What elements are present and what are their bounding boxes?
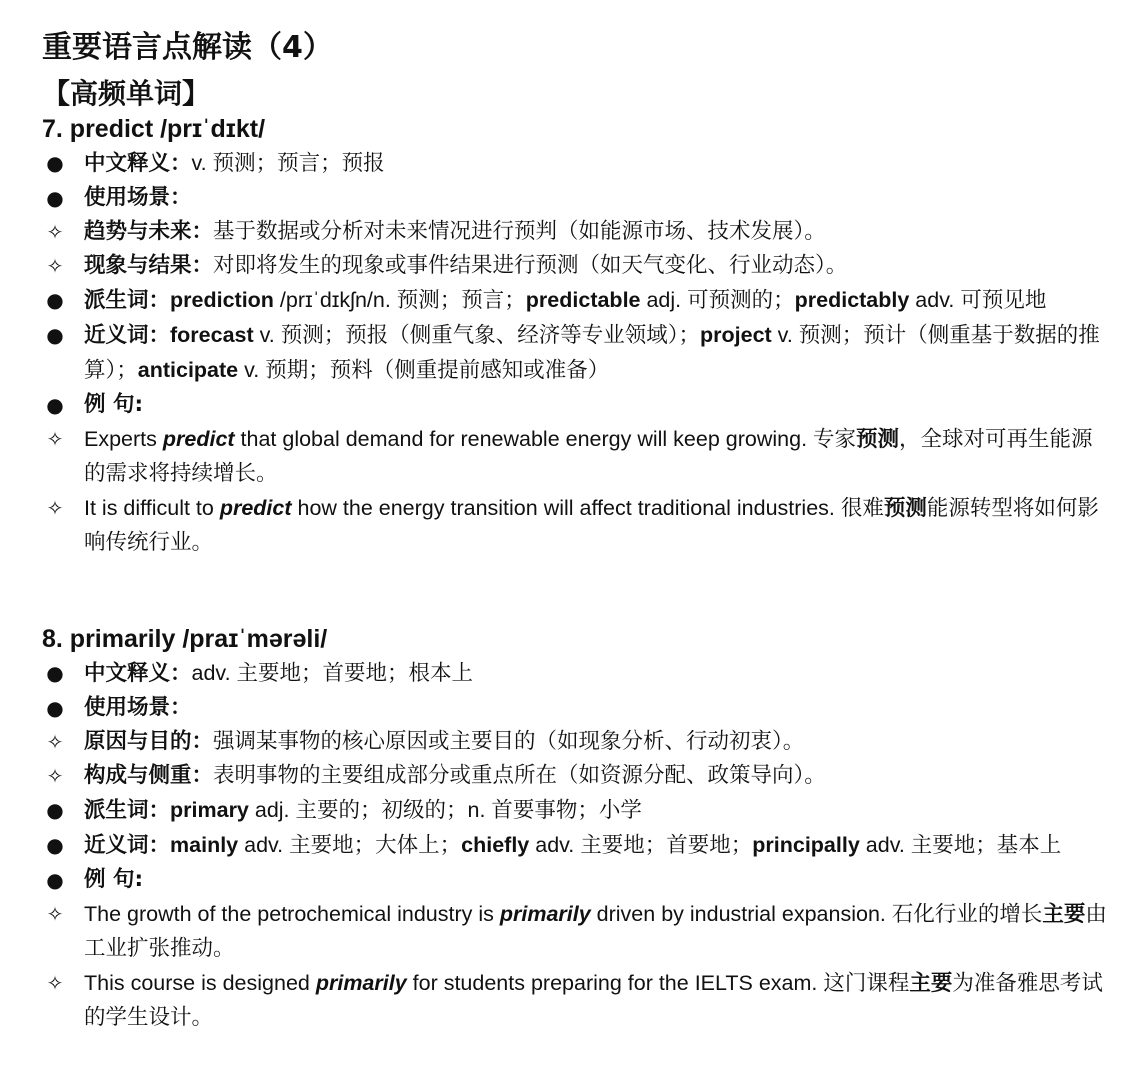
synonym-word: principally <box>752 833 860 857</box>
translation-keyword: 预测 <box>883 496 927 521</box>
example-text: driven by industrial expansion. <box>590 902 892 926</box>
scenes-heading-row <box>42 181 1112 215</box>
scene-label: 趋势与未来： <box>84 219 214 244</box>
derivatives-row <box>42 793 1112 828</box>
sparkle-icon: ✧ <box>46 730 64 754</box>
example-translation: 专家 <box>813 427 857 452</box>
example-sentence <box>42 897 1112 966</box>
examples-heading-row <box>42 388 1112 422</box>
example-text: Experts <box>84 427 163 451</box>
derivative-word: primary <box>170 798 249 822</box>
synonym-word: anticipate <box>137 358 239 382</box>
synonym-text: adv. 主要地；大体上； <box>238 833 462 857</box>
derivative-text: /prɪˈdɪkʃn/n. 预测；预言； <box>273 288 526 312</box>
example-sentence <box>42 491 1112 560</box>
example-text: It is difficult to <box>84 496 220 520</box>
scene-label: 原因与目的： <box>84 729 214 754</box>
example-translation: 由工业扩张推动。 <box>84 902 1107 961</box>
scene-item <box>42 215 1112 249</box>
scene-text: 强调某事物的核心原因或主要目的（如现象分析、行动初衷）。 <box>213 729 805 754</box>
sparkle-icon: ✧ <box>46 427 64 451</box>
scene-item <box>42 725 1112 759</box>
derivative-word: predictably <box>794 288 910 312</box>
synonym-word: mainly <box>170 833 239 857</box>
example-translation: 这门课程 <box>823 971 910 996</box>
synonym-text: adv. 主要地；首要地； <box>529 833 753 857</box>
synonym-text: v. 预测；预报（侧重气象、经济等专业领域）； <box>253 323 700 347</box>
translation-keyword: 预测 <box>856 427 900 452</box>
example-keyword: predict <box>219 496 292 520</box>
example-translation: ，全球对可再生能源的需求将持续增长。 <box>84 427 1093 486</box>
synonym-text: v. 预测；预计（侧重基于数据的推算）； <box>84 323 1100 382</box>
derivative-text: adv. 可预见地 <box>909 288 1047 312</box>
example-translation: 很难 <box>840 496 884 521</box>
sparkle-icon: ✧ <box>46 902 64 926</box>
meaning-text: adv. 主要地；首要地；根本上 <box>191 661 474 685</box>
scenes-label: 使用场景： <box>84 695 192 720</box>
example-translation: 石化行业的增长 <box>891 902 1043 927</box>
bullet-icon: ● <box>46 151 64 175</box>
scene-label: 现象与结果： <box>84 253 214 278</box>
example-text: for students preparing for the IELTS exam. <box>406 971 824 995</box>
synonym-word: project <box>700 323 772 347</box>
word-heading: 8. primarily /praɪˈmərəli/ <box>42 625 328 653</box>
example-translation: 为准备雅思考试的学生设计。 <box>84 971 1103 1030</box>
sparkle-icon: ✧ <box>46 764 64 788</box>
derivatives-label: 派生词： <box>84 288 171 313</box>
translation-keyword: 主要 <box>1042 902 1086 927</box>
derivative-word: predictable <box>525 288 641 312</box>
bullet-icon: ● <box>46 696 64 720</box>
example-sentence <box>42 966 1112 1035</box>
scenes-label: 使用场景： <box>84 185 192 210</box>
scene-text: 基于数据或分析对未来情况进行预判（如能源市场、技术发展）。 <box>213 219 826 244</box>
derivative-text: adj. 可预测的； <box>640 288 795 312</box>
example-text: This course is designed <box>84 971 316 995</box>
example-text: The growth of the petrochemical industry is <box>84 902 500 926</box>
synonym-text: v. 预期；预料（侧重提前感知或准备） <box>238 358 610 382</box>
synonyms-label: 近义词： <box>84 323 171 348</box>
scene-label: 构成与侧重： <box>84 763 214 788</box>
synonym-word: chiefly <box>461 833 530 857</box>
scene-text: 对即将发生的现象或事件结果进行预测（如天气变化、行业动态）。 <box>213 253 848 278</box>
bullet-icon: ● <box>46 393 64 417</box>
example-sentence <box>42 422 1112 491</box>
synonym-word: forecast <box>170 323 254 347</box>
bullet-icon: ● <box>46 323 64 347</box>
sparkle-icon: ✧ <box>46 971 64 995</box>
bullet-icon: ● <box>46 833 64 857</box>
synonyms-row <box>42 318 1112 388</box>
sparkle-icon: ✧ <box>46 496 64 520</box>
translation-keyword: 主要 <box>909 971 953 996</box>
example-text: how the energy transition will affect traditional industries. <box>291 496 841 520</box>
derivative-word: prediction <box>170 288 274 312</box>
example-text: that global demand for renewable energy will keep growing. <box>234 427 814 451</box>
synonym-text: adv. 主要地；基本上 <box>859 833 1062 857</box>
sparkle-icon: ✧ <box>46 254 64 278</box>
derivative-text: adj. 主要的；初级的；n. 首要事物；小学 <box>248 798 642 822</box>
meaning-row <box>42 656 1112 691</box>
bullet-icon: ● <box>46 661 64 685</box>
section-label: 【高频单词】 <box>42 77 211 110</box>
examples-label: 例 句: <box>84 867 144 892</box>
example-translation: 能源转型将如何影响传统行业。 <box>84 496 1099 555</box>
bullet-icon: ● <box>46 288 64 312</box>
page-title: 重要语言点解读（4） <box>42 30 333 65</box>
example-keyword: primarily <box>499 902 591 926</box>
meaning-row <box>42 146 1112 181</box>
bullet-icon: ● <box>46 868 64 892</box>
example-keyword: primarily <box>315 971 407 995</box>
example-keyword: predict <box>162 427 235 451</box>
word-heading: 7. predict /prɪˈdɪkt/ <box>42 115 266 143</box>
synonyms-label: 近义词： <box>84 833 171 858</box>
synonyms-row <box>42 828 1112 863</box>
sparkle-icon: ✧ <box>46 220 64 244</box>
derivatives-label: 派生词： <box>84 798 171 823</box>
scene-item <box>42 249 1112 283</box>
derivatives-row <box>42 283 1112 318</box>
meaning-label: 中文释义： <box>84 661 192 686</box>
bullet-icon: ● <box>46 798 64 822</box>
scene-text: 表明事物的主要组成部分或重点所在（如资源分配、政策导向）。 <box>213 763 826 788</box>
scenes-heading-row <box>42 691 1112 725</box>
word-entry-primarily <box>42 622 1112 1035</box>
examples-label: 例 句: <box>84 392 144 417</box>
bullet-icon: ● <box>46 186 64 210</box>
meaning-label: 中文释义： <box>84 151 192 176</box>
scene-item <box>42 759 1112 793</box>
examples-heading-row <box>42 863 1112 897</box>
word-entry-predict <box>42 112 1112 560</box>
meaning-text: v. 预测；预言；预报 <box>191 151 385 175</box>
